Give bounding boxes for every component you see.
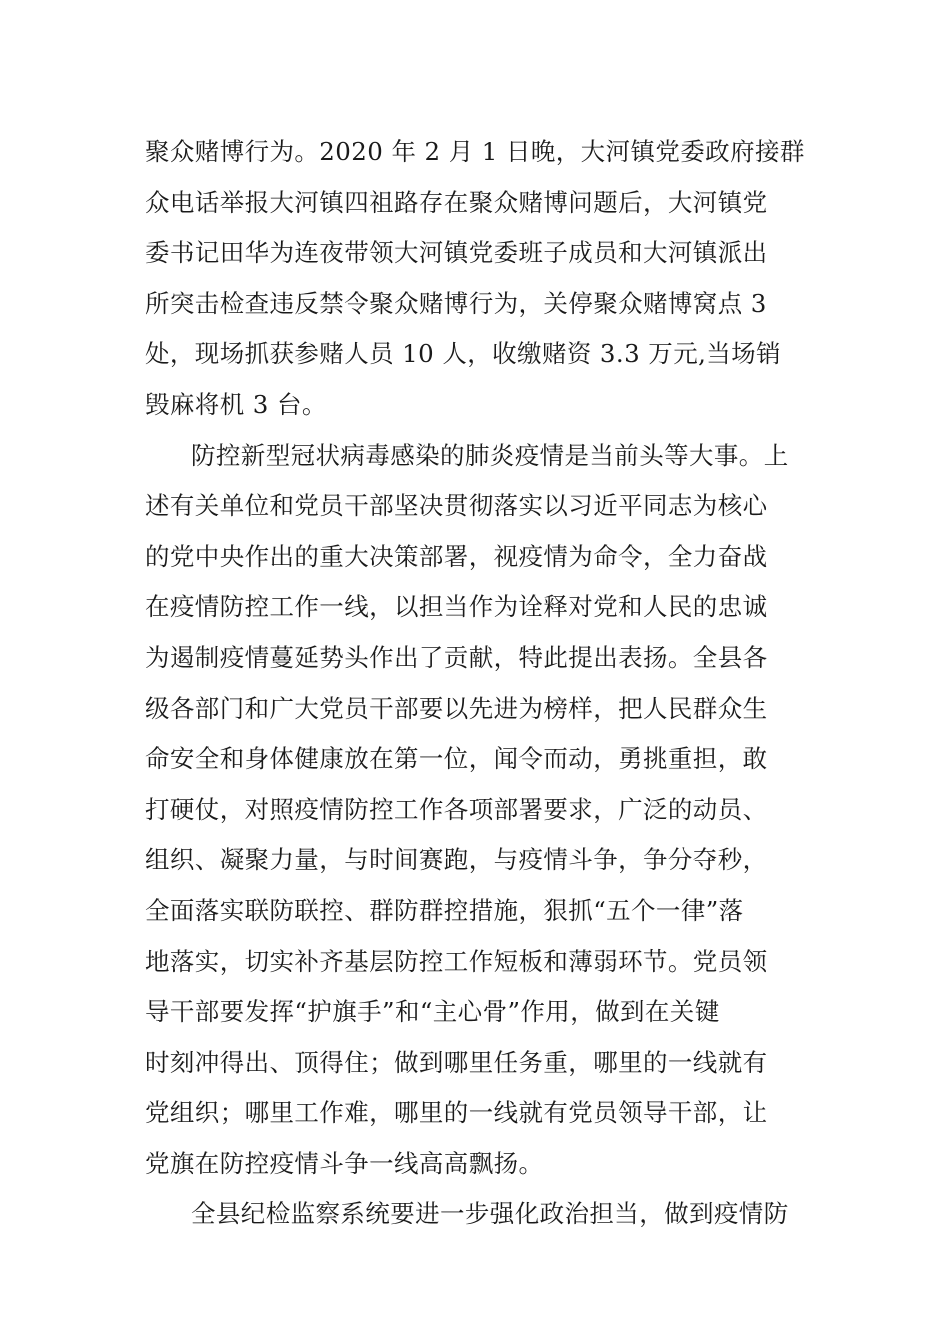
text-line: 委书记田华为连夜带领大河镇党委班子成员和大河镇派出 (145, 238, 768, 268)
text-line: 打硬仗，对照疫情防控工作各项部署要求，广泛的动员、 (145, 794, 768, 824)
text-line: 命安全和身体健康放在第一位，闻令而动，勇挑重担，敢 (145, 744, 768, 774)
text-line: 时刻冲得出、顶得住；做到哪里任务重，哪里的一线就有 (145, 1047, 768, 1077)
text-line: 地落实，切实补齐基层防控工作短板和薄弱环节。党员领 (145, 946, 768, 976)
paragraph-2 (145, 431, 810, 1190)
text-line: 众电话举报大河镇四祖路存在聚众赌博问题后，大河镇党 (145, 187, 768, 217)
text-line: 为遏制疫情蔓延势头作出了贡献，特此提出表扬。全县各 (145, 642, 768, 672)
text-line: 聚众赌博行为。2020 年 2 月 1 日晚，大河镇党委政府接群 (145, 137, 805, 166)
text-line: 述有关单位和党员干部坚决贯彻落实以习近平同志为核心 (145, 491, 768, 521)
paragraph-1 (145, 127, 810, 431)
text-line: 导干部要发挥“护旗手”和“主心骨”作用，做到在关键 (145, 997, 720, 1027)
text-line: 党旗在防控疫情斗争一线高高飘扬。 (145, 1148, 544, 1178)
text-line: 所突击检查违反禁令聚众赌博行为，关停聚众赌博窝点 3 (145, 288, 767, 318)
text-line: 党组织；哪里工作难，哪里的一线就有党员领导干部，让 (145, 1098, 768, 1128)
text-line: 处，现场抓获参赌人员 10 人，收缴赌资 3.3 万元,当场销 (145, 339, 781, 369)
text-line: 全县纪检监察系统要进一步强化政治担当，做到疫情防 (191, 1199, 789, 1229)
text-line: 毁麻将机 3 台。 (145, 389, 327, 419)
text-line: 的党中央作出的重大决策部署，视疫情为命令，全力奋战 (145, 541, 768, 571)
text-line: 级各部门和广大党员干部要以先进为榜样，把人民群众生 (145, 693, 768, 723)
document-page (145, 127, 810, 1240)
text-line: 在疫情防控工作一线，以担当作为诠释对党和人民的忠诚 (145, 592, 768, 622)
text-line: 防控新型冠状病毒感染的肺炎疫情是当前头等大事。上 (191, 440, 789, 470)
text-line: 组织、凝聚力量，与时间赛跑，与疫情斗争，争分夺秒， (145, 845, 768, 875)
text-line: 全面落实联防联控、群防群控措施，狠抓“五个一律”落 (145, 895, 744, 925)
paragraph-3 (145, 1189, 810, 1240)
